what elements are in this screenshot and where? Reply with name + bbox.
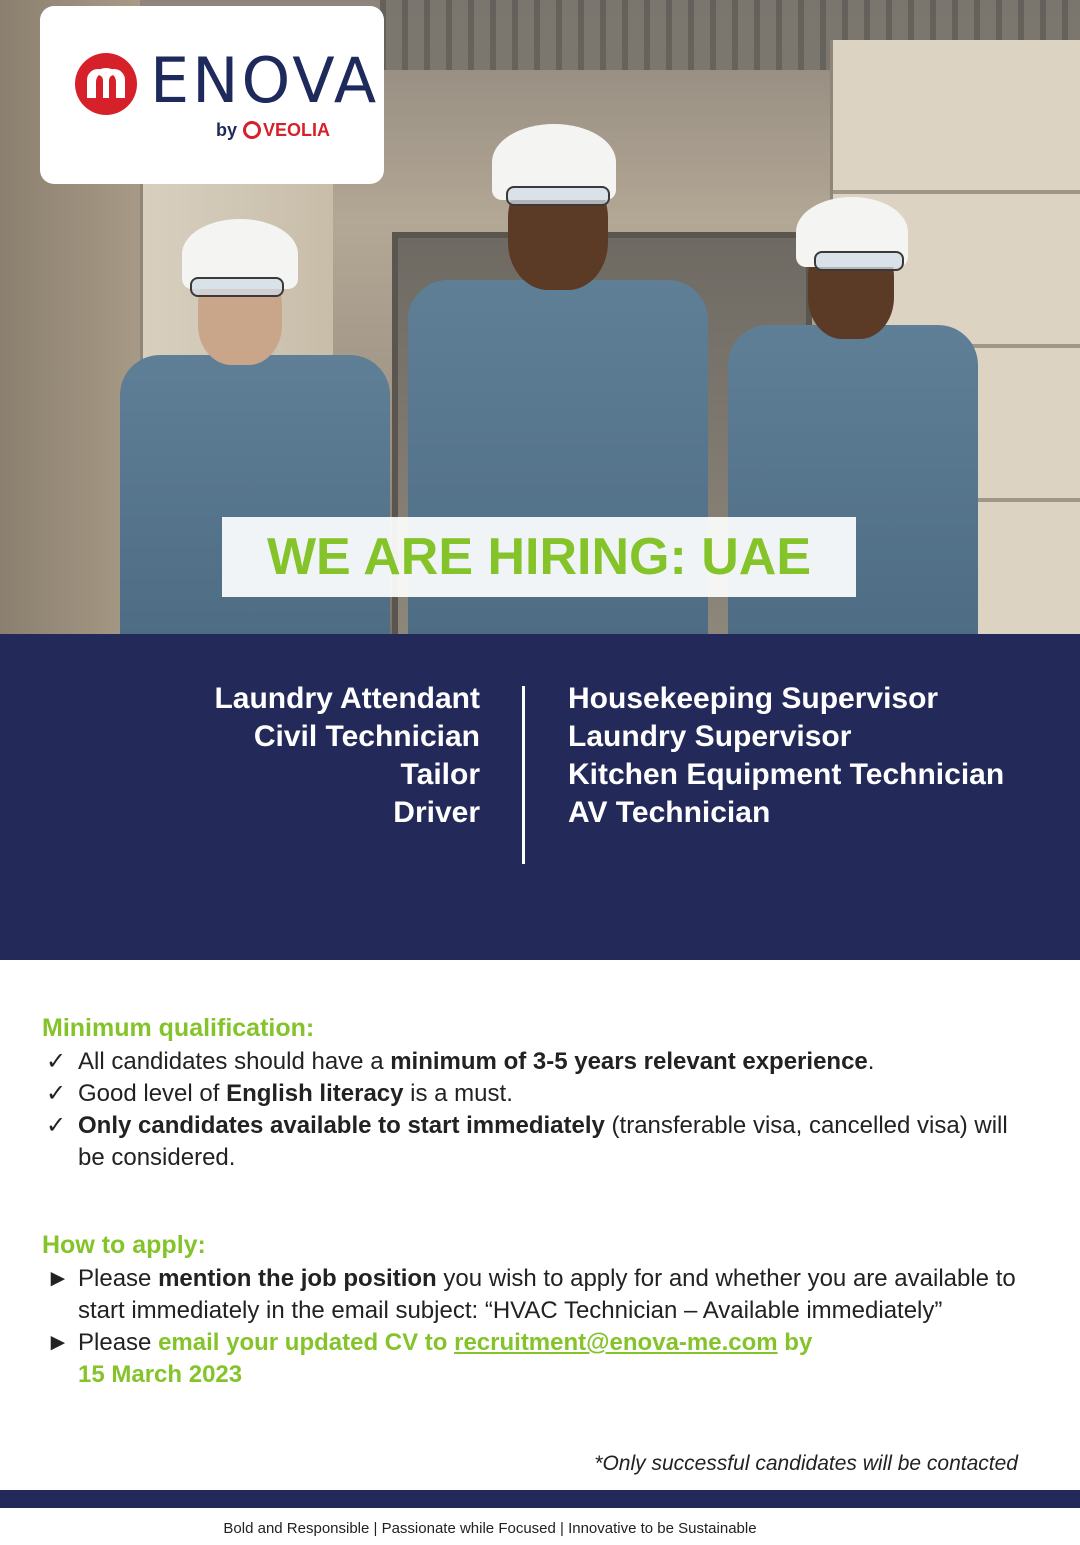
qualification-heading: Minimum qualification: xyxy=(42,1014,315,1042)
footer-tagline: Bold and Responsible | Passionate while Focused | Innovative to be Sustainable xyxy=(223,1520,757,1537)
job-title: AV Technician xyxy=(568,796,771,829)
job-title: Laundry Attendant xyxy=(214,682,480,715)
job-title: Driver xyxy=(393,796,480,829)
list-item xyxy=(42,1046,1032,1078)
deadline-date: 15 March 2023 xyxy=(78,1361,243,1388)
job-title: Tailor xyxy=(400,758,480,791)
hero-photo xyxy=(0,0,1080,634)
footer-bar xyxy=(0,1490,1080,1508)
jobs-list-right xyxy=(568,680,1004,832)
arrow-right-icon: ► xyxy=(46,1265,70,1292)
logo-card xyxy=(40,6,384,184)
enova-logo-icon xyxy=(74,52,138,116)
text-bold: minimum of 3-5 years relevant experience xyxy=(390,1048,868,1075)
brand-byline xyxy=(216,120,330,141)
text: Please xyxy=(78,1265,159,1292)
veolia-logo-icon xyxy=(243,121,261,139)
job-title: Kitchen Equipment Technician xyxy=(568,758,1005,791)
email-link[interactable]: recruitment@enova-me.com xyxy=(454,1329,778,1356)
qualification-list xyxy=(42,1046,1032,1174)
checkmark-icon: ✓ xyxy=(46,1112,67,1139)
text-bold: English literacy xyxy=(226,1080,404,1107)
checkmark-icon: ✓ xyxy=(46,1048,67,1075)
job-title: Laundry Supervisor xyxy=(568,720,852,753)
text: you wish to apply for and whether you are available to start immediately in the email subject: “HVAC Technician – Available immediately” xyxy=(78,1265,1016,1324)
contact-note: *Only successful candidates will be contacted xyxy=(594,1452,1018,1475)
list-item xyxy=(42,1078,1032,1110)
list-item xyxy=(42,1110,1032,1174)
jobs-divider xyxy=(522,686,525,864)
brand-name: ENOVA xyxy=(150,44,380,117)
brand-by: by xyxy=(216,120,238,140)
text-green: by xyxy=(777,1329,813,1356)
list-item xyxy=(42,1327,1032,1391)
hiring-banner xyxy=(222,517,856,597)
text: . xyxy=(867,1048,875,1075)
jobs-panel xyxy=(0,634,1080,960)
text-green: email your updated CV to xyxy=(158,1329,455,1356)
job-title: Housekeeping Supervisor xyxy=(568,682,939,715)
brand-partner: VEOLIA xyxy=(263,120,331,140)
hiring-title: WE ARE HIRING: UAE xyxy=(266,528,812,586)
text-bold: Only candidates available to start immediately xyxy=(78,1112,605,1139)
apply-heading: How to apply: xyxy=(42,1231,206,1259)
text-bold: mention the job position xyxy=(158,1265,437,1292)
apply-list xyxy=(42,1263,1032,1391)
text: All candidates should have a xyxy=(78,1048,391,1075)
text: (transferable visa, cancelled visa) will be considered. xyxy=(78,1112,1008,1171)
text: Please xyxy=(78,1329,159,1356)
checkmark-icon: ✓ xyxy=(46,1080,67,1107)
jobs-list-left xyxy=(214,680,480,832)
arrow-right-icon: ► xyxy=(46,1329,70,1356)
text: Good level of xyxy=(78,1080,227,1107)
job-title: Civil Technician xyxy=(253,720,480,753)
list-item xyxy=(42,1263,1032,1327)
text: is a must. xyxy=(403,1080,513,1107)
